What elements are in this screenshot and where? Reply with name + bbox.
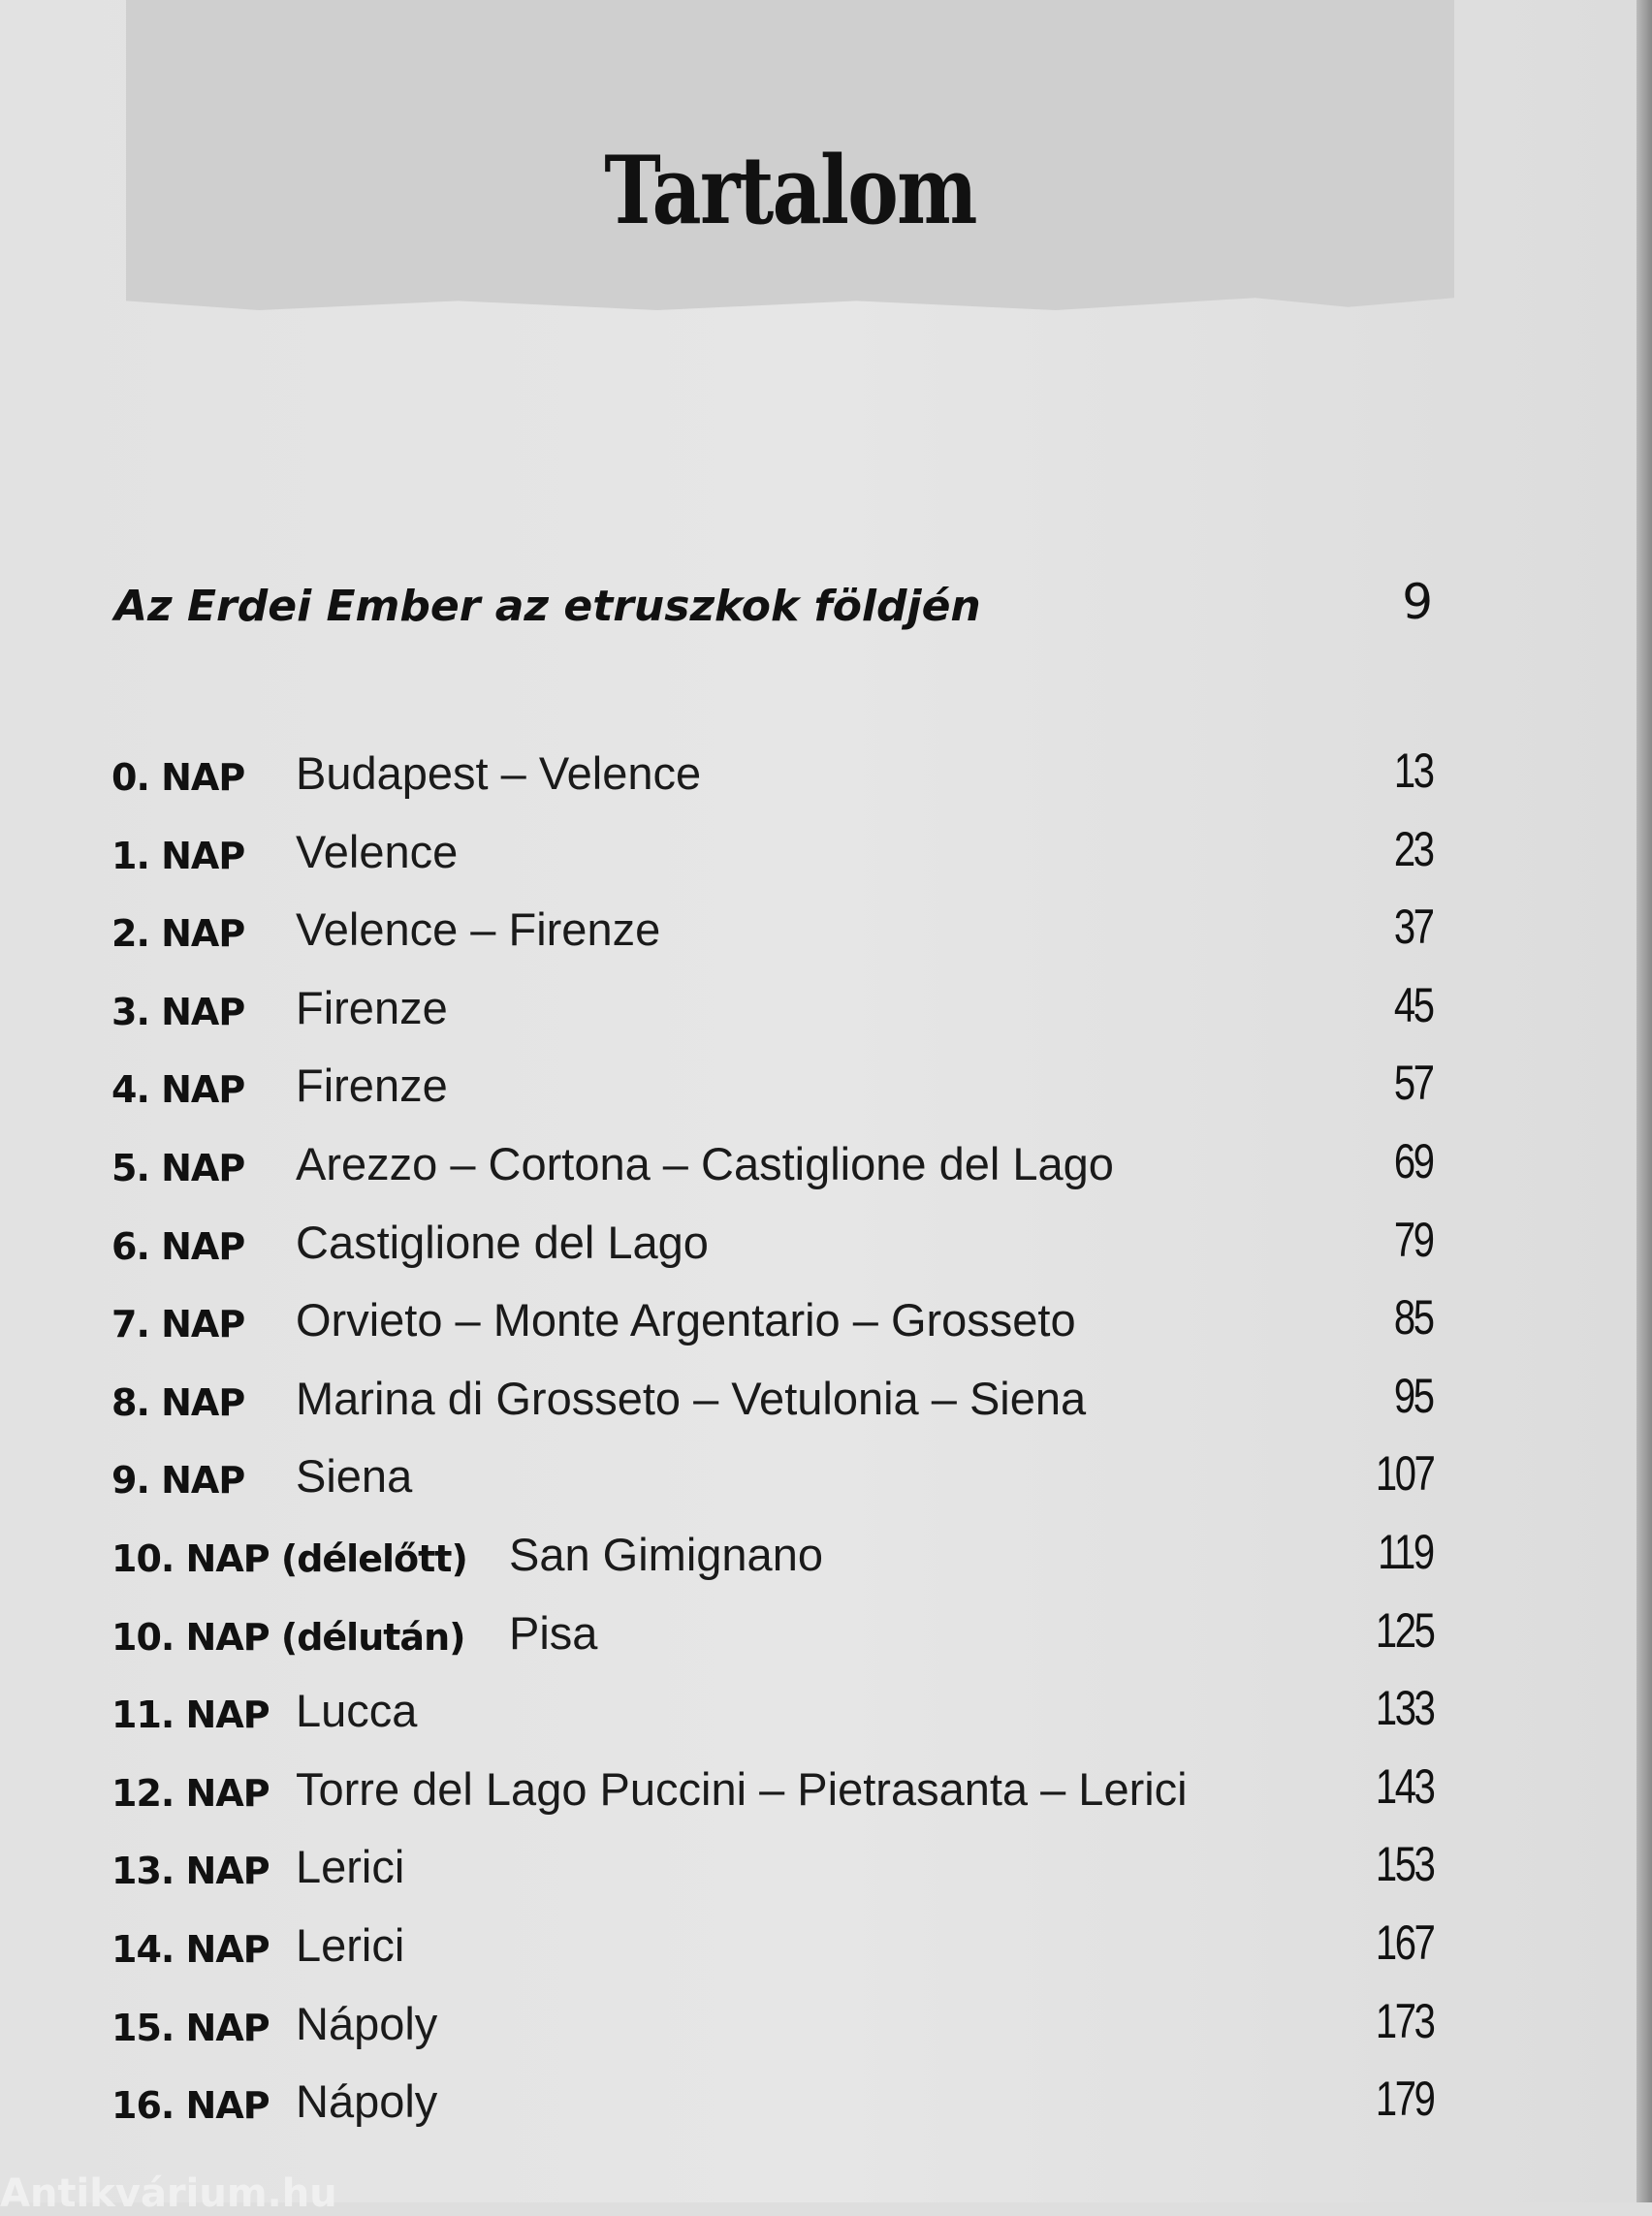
toc-entry xyxy=(0,1915,1638,1996)
day-label: 3. NAP xyxy=(111,990,245,1033)
place-name: Firenze xyxy=(296,1060,448,1112)
page-number: 173 xyxy=(1375,1993,1433,2048)
place-name: Arezzo – Cortona – Castiglione del Lago xyxy=(296,1138,1114,1189)
toc-entry xyxy=(0,1056,1638,1136)
page-number: 85 xyxy=(1394,1290,1433,1345)
place-name: Marina di Grosseto – Vetulonia – Siena xyxy=(296,1372,1087,1424)
page-number: 13 xyxy=(1394,744,1433,798)
day-label: 2. NAP xyxy=(111,912,245,956)
page-edge xyxy=(1636,0,1652,2202)
place-name: Firenze xyxy=(296,981,448,1033)
page-number: 45 xyxy=(1394,977,1433,1032)
page-number: 143 xyxy=(1375,1758,1433,1814)
place-name: San Gimignano xyxy=(509,1529,823,1580)
day-label: 4. NAP xyxy=(111,1068,245,1112)
page-number: 95 xyxy=(1394,1368,1433,1423)
day-label: 5. NAP xyxy=(111,1147,245,1189)
page-number: 57 xyxy=(1394,1056,1433,1111)
day-label: 9. NAP xyxy=(111,1459,245,1503)
page-number: 167 xyxy=(1375,1915,1433,1970)
toc-entry xyxy=(0,1993,1638,2074)
page-number: 153 xyxy=(1375,1837,1433,1892)
page-number: 125 xyxy=(1375,1602,1433,1658)
day-label: 10. NAP (délután) xyxy=(111,1615,465,1659)
toc-entry xyxy=(0,1290,1638,1371)
toc-entry xyxy=(0,902,1638,980)
toc-entry xyxy=(0,1368,1638,1449)
intro-page-number: 9 xyxy=(1402,574,1433,630)
page-number: 133 xyxy=(1375,1681,1433,1736)
toc-entry xyxy=(0,746,1638,824)
day-label: 1. NAP xyxy=(111,834,245,877)
toc-entry xyxy=(0,1837,1638,1917)
place-name: Castiglione del Lago xyxy=(296,1216,709,1268)
page-number: 23 xyxy=(1394,821,1433,876)
place-name: Budapest – Velence xyxy=(296,747,702,799)
toc-entry xyxy=(0,1525,1638,1605)
day-label: 13. NAP xyxy=(111,1850,270,1893)
day-label: 6. NAP xyxy=(111,1224,245,1268)
page-number: 119 xyxy=(1378,1525,1433,1579)
page-number: 179 xyxy=(1375,2072,1433,2127)
page-number: 107 xyxy=(1375,1446,1433,1502)
watermark: Antikvárium.hu xyxy=(0,2171,337,2216)
toc-entry xyxy=(0,1602,1638,1684)
toc-entry xyxy=(0,2074,1638,2152)
toc-entry xyxy=(0,1758,1638,1840)
day-label: 7. NAP xyxy=(111,1303,245,1346)
place-name: Velence – Firenze xyxy=(296,903,661,956)
toc-entry xyxy=(0,1212,1638,1293)
place-name: Siena xyxy=(296,1450,413,1503)
page-title: Tartalom xyxy=(604,136,976,245)
place-name: Torre del Lago Puccini – Pietrasanta – Lerici xyxy=(296,1762,1188,1815)
toc-entry xyxy=(0,1446,1638,1527)
page-number: 79 xyxy=(1394,1212,1433,1267)
day-label: 15. NAP xyxy=(111,2006,270,2049)
toc-entry xyxy=(0,821,1638,902)
page-number: 37 xyxy=(1394,900,1433,955)
place-name: Lerici xyxy=(296,1841,405,1893)
page-number: 69 xyxy=(1394,1134,1433,1188)
day-label: 0. NAP xyxy=(111,756,245,799)
toc-entry xyxy=(0,977,1638,1059)
day-label: 10. NAP (délelőtt) xyxy=(111,1537,467,1580)
toc-entry xyxy=(0,1134,1638,1215)
place-name: Orvieto – Monte Argentario – Grosseto xyxy=(296,1294,1076,1346)
day-label: 14. NAP xyxy=(111,1928,270,1971)
place-name: Velence xyxy=(296,825,459,877)
place-name: Lucca xyxy=(296,1685,418,1737)
place-name: Nápoly xyxy=(296,1997,438,2049)
day-label: 11. NAP xyxy=(111,1694,270,1737)
place-name: Nápoly xyxy=(296,2075,438,2128)
day-label: 12. NAP xyxy=(111,1771,270,1815)
place-name: Pisa xyxy=(509,1606,598,1659)
intro-title: Az Erdei Ember az etruszkok földjén xyxy=(114,582,981,631)
day-label: 8. NAP xyxy=(111,1380,245,1424)
day-label: 16. NAP xyxy=(111,2084,270,2128)
place-name: Lerici xyxy=(296,1919,405,1971)
toc-entry xyxy=(0,1681,1638,1761)
